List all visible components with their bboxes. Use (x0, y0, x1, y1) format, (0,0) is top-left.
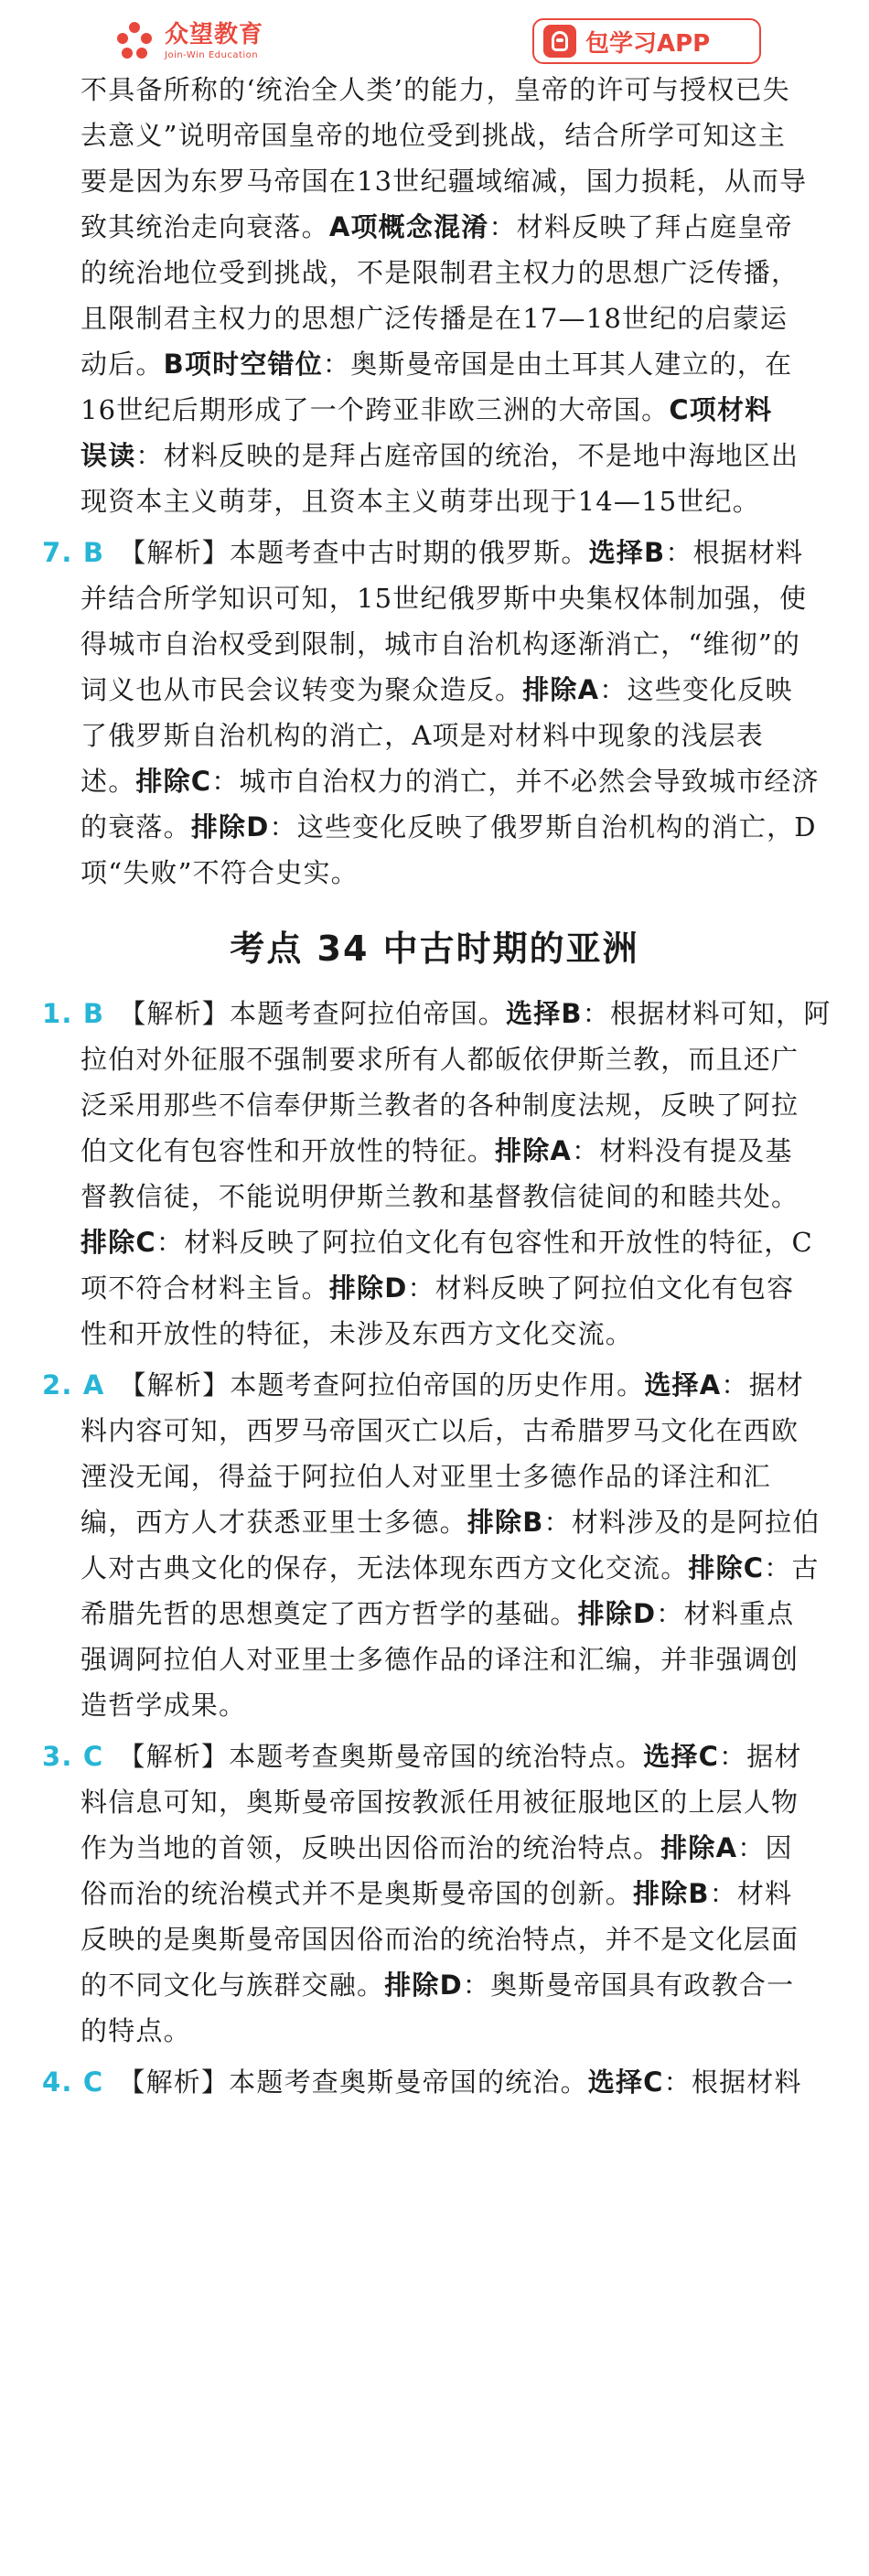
question-number: 2. A (42, 1369, 105, 1401)
text-line: 俗而治的统治模式并不是奥斯曼帝国的创新。排除B：材料 (80, 1878, 793, 1909)
header (0, 0, 869, 82)
bold-label: C项材料 (669, 394, 773, 425)
text-line: 得城市自治权受到限制，城市自治机构逐渐消亡，“维彻”的 (80, 628, 801, 660)
text-line: 排除C：材料反映了阿拉伯文化有包容性和开放性的特征，C (80, 1227, 813, 1258)
text-line: 性和开放性的特征，未涉及东西方文化交流。 (80, 1318, 634, 1349)
bold-label: B项时空错位 (163, 349, 323, 380)
text-line: 项不符合材料主旨。排除D：材料反映了阿拉伯文化有包容 (80, 1272, 795, 1304)
text-line: 人对古典文化的保存，无法体现东西方文化交流。排除C：古 (80, 1552, 820, 1583)
text-line: 的特点。 (80, 2015, 191, 2046)
text-line: 拉伯对外征服不强制要求所有人都皈依伊斯兰教，而且还广 (80, 1044, 799, 1075)
section-title: 考点 34 中古时期的亚洲 (230, 928, 639, 969)
brand-subtitle: Join-Win Education (165, 49, 259, 60)
text-line: 致其统治走向衰落。A项概念混淆：材料反映了拜占庭皇帝 (80, 211, 793, 242)
question-number: 3. C (42, 1741, 104, 1772)
text-line: 希腊先哲的思想奠定了西方哲学的基础。排除D：材料重点 (80, 1598, 795, 1629)
brand-logo-icon (113, 20, 156, 62)
question-number: 4. C (42, 2066, 104, 2098)
text-line: 动后。B项时空错位：奥斯曼帝国是由土耳其人建立的，在 (80, 349, 793, 380)
text-line: 误读：材料反映的是拜占庭帝国的统治，不是地中海地区出 (80, 440, 799, 471)
text-line: 督教信徒，不能说明伊斯兰教和基督教信徒间的和睦共处。 (80, 1181, 799, 1212)
text-line: 去意义”说明帝国皇帝的地位受到挑战，结合所学可知这主 (80, 120, 787, 151)
text-line: 料信息可知，奥斯曼帝国按教派任用被征服地区的上层人物 (80, 1787, 799, 1818)
question-3-line: 3. C 【解析】本题考查奥斯曼帝国的统治特点。选择C：据材 (42, 1741, 802, 1772)
text-line: 不具备所称的‘统治全人类’的能力，皇帝的许可与授权已失 (80, 74, 790, 105)
text-line: 现资本主义萌芽，且资本主义萌芽出现于14—15世纪。 (80, 486, 761, 517)
text-line: 的统治地位受到挑战，不是限制君主权力的思想广泛传播， (80, 257, 799, 288)
text-line: 湮没无闻，得益于阿拉伯人对亚里士多德作品的译注和汇 (80, 1461, 772, 1492)
text-line: 词义也从市民会议转变为聚众造反。排除A：这些变化反映 (80, 674, 793, 705)
question-number: 7. B (42, 537, 105, 568)
text-line: 料内容可知，西罗马帝国灭亡以后，古希腊罗马文化在西欧 (80, 1415, 799, 1446)
text-line: 伯文化有包容性和开放性的特征。排除A：材料没有提及基 (80, 1135, 793, 1166)
text-line: 要是因为东罗马帝国在13世纪疆域缩减，国力损耗，从而导 (80, 166, 808, 197)
text-line: 述。排除C：城市自治权力的消亡，并不必然会导致城市经济 (80, 766, 820, 797)
text-line: 并结合所学知识可知，15世纪俄罗斯中央集权体制加强，使 (80, 583, 808, 614)
question-number: 1. B (42, 998, 105, 1029)
text-line: 强调阿拉伯人对亚里士多德作品的译注和汇编，并非强调创 (80, 1644, 799, 1675)
text-line: 作为当地的首领，反映出因俗而治的统治特点。排除A：因 (80, 1832, 793, 1863)
brand-name: 众望教育 (165, 20, 264, 48)
brand (113, 18, 263, 64)
text-line: 造哲学成果。 (80, 1690, 247, 1721)
question-7-line: 7. B 【解析】本题考查中古时期的俄罗斯。选择B：根据材料 (42, 537, 804, 568)
app-download-badge[interactable] (532, 18, 761, 64)
text-line: 且限制君主权力的思想广泛传播是在17—18世纪的启蒙运 (80, 303, 789, 334)
bold-label: A项概念混淆 (328, 211, 489, 242)
question-1-line: 1. B 【解析】本题考查阿拉伯帝国。选择B：根据材料可知，阿 (42, 998, 831, 1029)
question-4-line: 4. C 【解析】本题考查奥斯曼帝国的统治。选择C：根据材料 (42, 2066, 802, 2098)
app-label: 包学习APP (585, 29, 711, 58)
text-line: 了俄罗斯自治机构的消亡，A项是对材料中现象的浅层表 (80, 720, 764, 751)
text-line: 的不同文化与族群交融。排除D：奥斯曼帝国具有政教合一 (80, 1970, 795, 2001)
question-2-line: 2. A 【解析】本题考查阿拉伯帝国的历史作用。选择A：据材 (42, 1369, 805, 1401)
text-line: 反映的是奥斯曼帝国因俗而治的统治特点，并不是文化层面 (80, 1924, 799, 1955)
text-line: 项“失败”不符合史实。 (80, 857, 359, 888)
text-line: 的衰落。排除D：这些变化反映了俄罗斯自治机构的消亡，D (80, 811, 817, 843)
text-line: 编，西方人才获悉亚里士多德。排除B：材料涉及的是阿拉伯 (80, 1507, 821, 1538)
text-line: 泛采用那些不信奉伊斯兰教者的各种制度法规，反映了阿拉 (80, 1089, 799, 1121)
text-line: 16世纪后期形成了一个跨亚非欧三洲的大帝国。C项材料 (80, 394, 773, 425)
app-logo-icon (543, 25, 576, 58)
